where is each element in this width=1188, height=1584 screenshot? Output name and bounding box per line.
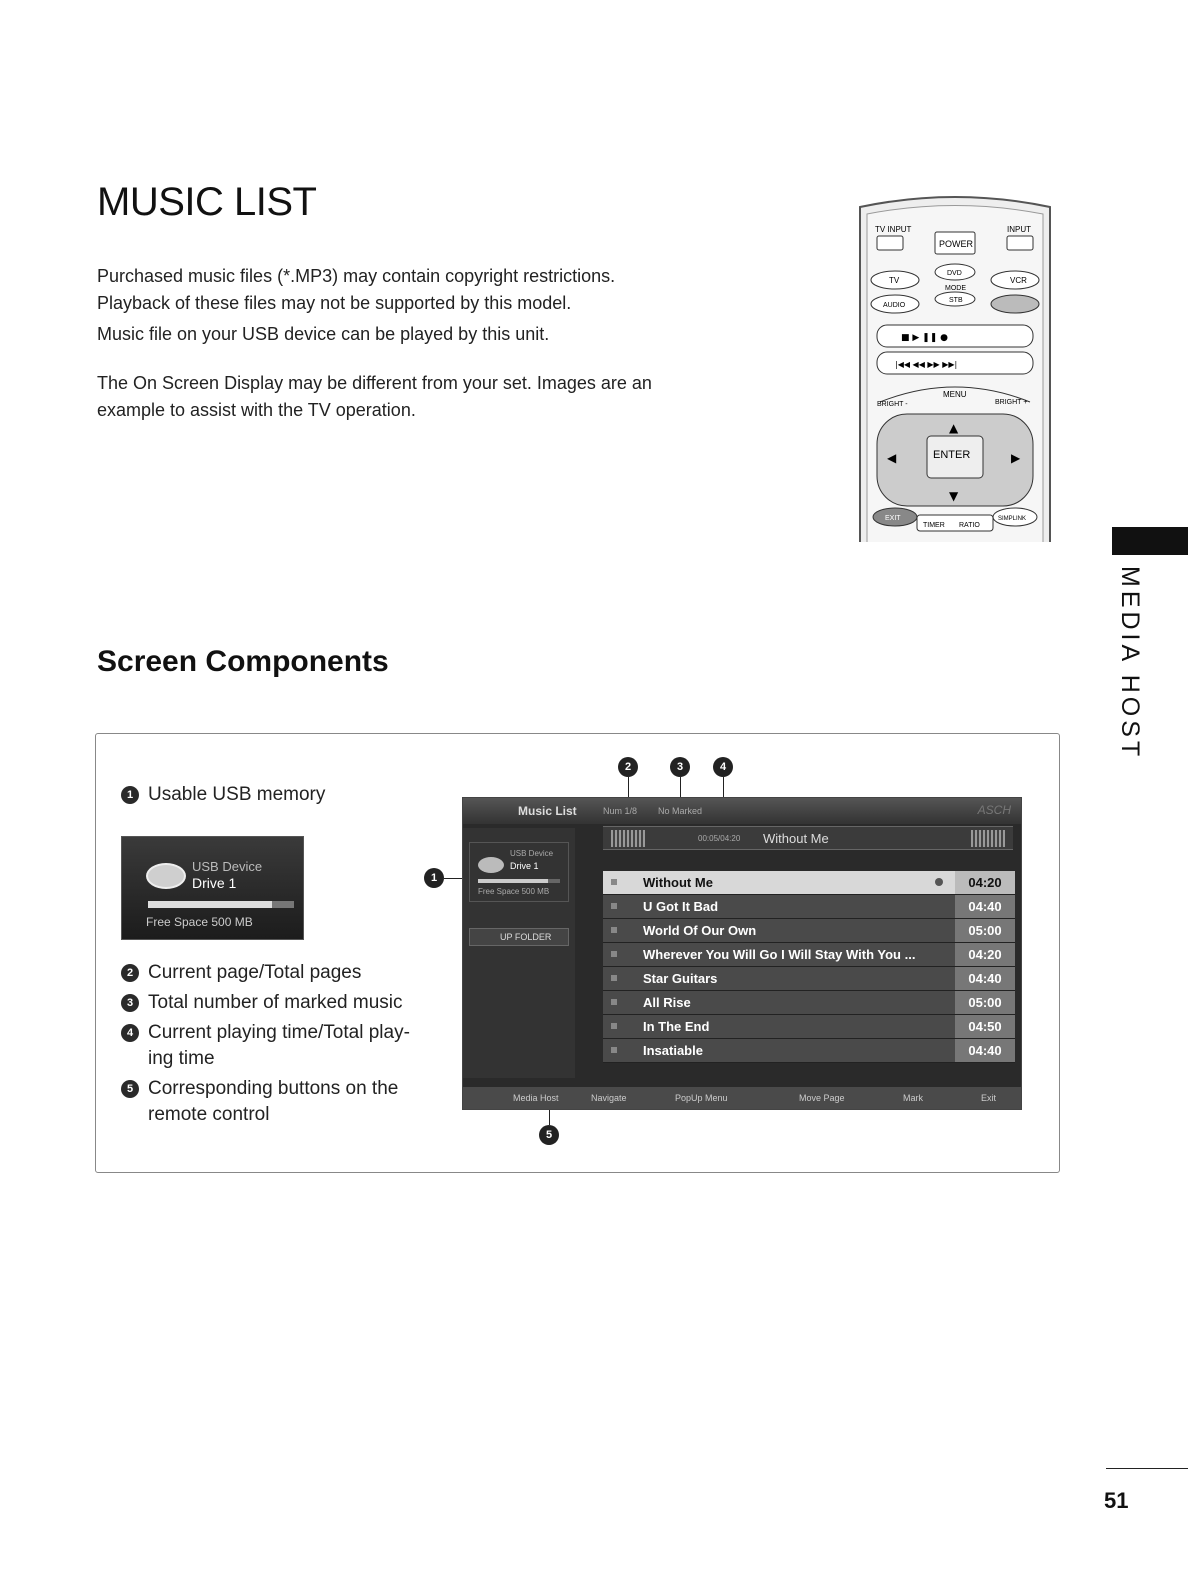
music-file-icon [611, 1023, 617, 1029]
usb-usage-fill [478, 879, 548, 883]
remote-tv: TV [889, 276, 900, 285]
legend-text: Total number of marked music [148, 992, 403, 1013]
playing-title: Without Me [763, 831, 829, 846]
intro-text [97, 263, 677, 424]
track-row[interactable] [603, 967, 1015, 991]
intro-line-4: The On Screen Display may be different from your set. Images are an example to assist with the TV operation. [97, 373, 652, 420]
page-number-rule [1106, 1468, 1188, 1469]
track-title: Insatiable [643, 1043, 703, 1058]
track-duration: 04:40 [955, 967, 1015, 990]
track-title: Wherever You Will Go I Will Stay With You ... [643, 947, 916, 962]
footer-navigate[interactable]: Navigate [591, 1093, 627, 1103]
usb-drive-label: Drive 1 [192, 875, 237, 891]
remote-ratio: RATIO [959, 522, 980, 529]
svg-text:■ ▶ ❚❚ ●: ■ ▶ ❚❚ ● [901, 333, 948, 343]
screen-sidebar [463, 828, 575, 1078]
intro-line-1: Purchased music files (*.MP3) may contain copyright restrictions. [97, 266, 616, 286]
track-title: U Got It Bad [643, 899, 719, 914]
usb-device-panel[interactable] [469, 842, 569, 902]
brand-logo: ASCH [977, 803, 1011, 817]
side-tab-label: MEDIA HOST [1116, 566, 1144, 761]
usb-drive-label: Drive 1 [510, 861, 539, 871]
callout-number: 2 [121, 964, 139, 982]
callout-number: 1 [121, 786, 139, 804]
usb-device-label: USB Device [510, 849, 554, 858]
track-row[interactable] [603, 1039, 1015, 1063]
footer-mark[interactable]: Mark [903, 1093, 923, 1103]
remote-stb: STB [949, 297, 963, 304]
track-list [603, 871, 1015, 1063]
track-duration: 04:50 [955, 1015, 1015, 1038]
playing-icon [935, 878, 943, 886]
screen-header [463, 798, 1022, 824]
track-row[interactable] [603, 991, 1015, 1015]
callout-number: 3 [121, 994, 139, 1012]
usb-free-space: Free Space 500 MB [478, 887, 550, 896]
track-title: All Rise [643, 995, 691, 1010]
screen-title: Music List [518, 804, 577, 818]
remote-audio: AUDIO [883, 302, 906, 309]
usb-free-space: Free Space 500 MB [146, 915, 253, 929]
legend-text-continued: ing time [148, 1048, 215, 1069]
track-duration: 04:20 [955, 871, 1015, 894]
legend-text: Current playing time/Total play- [148, 1022, 410, 1043]
callout-marker-1: 1 [424, 868, 444, 888]
usb-memory-crop [121, 836, 304, 940]
usb-device-label: USB Device [192, 859, 263, 874]
legend-text: Corresponding buttons on the [148, 1078, 399, 1099]
music-file-icon [611, 1047, 617, 1053]
music-file-icon [611, 999, 617, 1005]
music-file-icon [611, 903, 617, 909]
legend-text: Current page/Total pages [148, 962, 362, 983]
track-duration: 04:20 [955, 943, 1015, 966]
track-row[interactable] [603, 1015, 1015, 1039]
screen-footer [463, 1087, 1022, 1109]
callout-marker-5: 5 [539, 1125, 559, 1145]
legend-text: Usable USB memory [148, 784, 326, 805]
page-indicator: Num 1/8 [603, 806, 638, 816]
legend-text-continued: remote control [148, 1104, 270, 1125]
legend-item-1 [121, 782, 441, 808]
usb-usage-bar [148, 901, 294, 908]
usb-disk-icon [146, 863, 186, 889]
track-duration: 04:40 [955, 1039, 1015, 1062]
track-title: Star Guitars [643, 971, 718, 986]
remote-bright-plus: BRIGHT + [995, 399, 1028, 406]
up-folder-button[interactable]: UP FOLDER [469, 928, 569, 946]
usb-disk-icon [478, 857, 504, 873]
music-file-icon [611, 927, 617, 933]
remote-enter: ENTER [933, 449, 971, 461]
track-row[interactable] [603, 943, 1015, 967]
legend-top [121, 782, 441, 808]
track-title: Without Me [643, 875, 713, 890]
track-duration: 04:40 [955, 895, 1015, 918]
svg-text:▲: ▲ [949, 421, 959, 435]
svg-text:▼: ▼ [949, 489, 959, 503]
equalizer-right-icon [971, 830, 1005, 847]
track-duration: 05:00 [955, 919, 1015, 942]
svg-text:|◀◀ ◀◀ ▶▶ ▶▶|: |◀◀ ◀◀ ▶▶ ▶▶| [895, 360, 958, 369]
remote-timer: TIMER [923, 522, 945, 529]
intro-line-2: Playback of these files may not be supported by this model. [97, 293, 572, 313]
footer-move-page[interactable]: Move Page [799, 1093, 845, 1103]
callout-number: 5 [121, 1080, 139, 1098]
page-number: 51 [1104, 1488, 1129, 1513]
music-list-screen [462, 797, 1022, 1110]
remote-menu: MENU [943, 390, 967, 399]
legend-item-2 [121, 960, 421, 986]
footer-media-host[interactable]: Media Host [513, 1093, 559, 1103]
equalizer-left-icon [611, 830, 645, 847]
callout-marker-4: 4 [713, 757, 733, 777]
music-file-icon [611, 879, 617, 885]
callout-line-2 [628, 777, 629, 797]
side-tab [1116, 566, 1148, 761]
side-tab-marker [1112, 527, 1188, 555]
intro-line-3: Music file on your USB device can be played by this unit. [97, 324, 550, 344]
remote-exit: EXIT [885, 515, 901, 522]
track-duration: 05:00 [955, 991, 1015, 1014]
now-playing-bar [603, 826, 1013, 850]
track-title: World Of Our Own [643, 923, 757, 938]
track-title: In The End [643, 1019, 710, 1034]
legend-item-5 [121, 1076, 421, 1102]
legend-item-4 [121, 1020, 421, 1046]
remote-dvd: DVD [947, 270, 962, 277]
track-row[interactable] [603, 871, 1015, 895]
page-title: MUSIC LIST [97, 180, 317, 224]
legend-bottom [121, 960, 421, 1132]
callout-number: 4 [121, 1024, 139, 1042]
remote-tv-input: TV INPUT [875, 225, 912, 234]
callout-marker-3: 3 [670, 757, 690, 777]
music-file-icon [611, 975, 617, 981]
remote-bright-minus: BRIGHT - [877, 401, 908, 408]
footer-popup-menu[interactable]: PopUp Menu [675, 1093, 728, 1103]
remote-vcr: VCR [1010, 276, 1027, 285]
footer-exit[interactable]: Exit [981, 1093, 997, 1103]
usb-usage-bar [478, 879, 560, 883]
track-row[interactable] [603, 919, 1015, 943]
callout-marker-2: 2 [618, 757, 638, 777]
callout-line-3 [680, 777, 681, 797]
remote-input: INPUT [1007, 225, 1031, 234]
remote-mode: MODE [945, 285, 966, 292]
svg-text:◀: ◀ [887, 451, 897, 465]
svg-text:▶: ▶ [1011, 451, 1021, 465]
playing-time: 00:05/04:20 [698, 834, 741, 843]
remote-simplink: SIMPLINK [998, 516, 1027, 522]
track-row[interactable] [603, 895, 1015, 919]
usb-usage-fill [148, 901, 272, 908]
legend-item-3 [121, 990, 421, 1016]
remote-power: POWER [939, 239, 974, 249]
marked-indicator: No Marked [658, 806, 703, 816]
section-title: Screen Components [97, 645, 389, 678]
remote-control-illustration [855, 192, 1055, 542]
music-file-icon [611, 951, 617, 957]
